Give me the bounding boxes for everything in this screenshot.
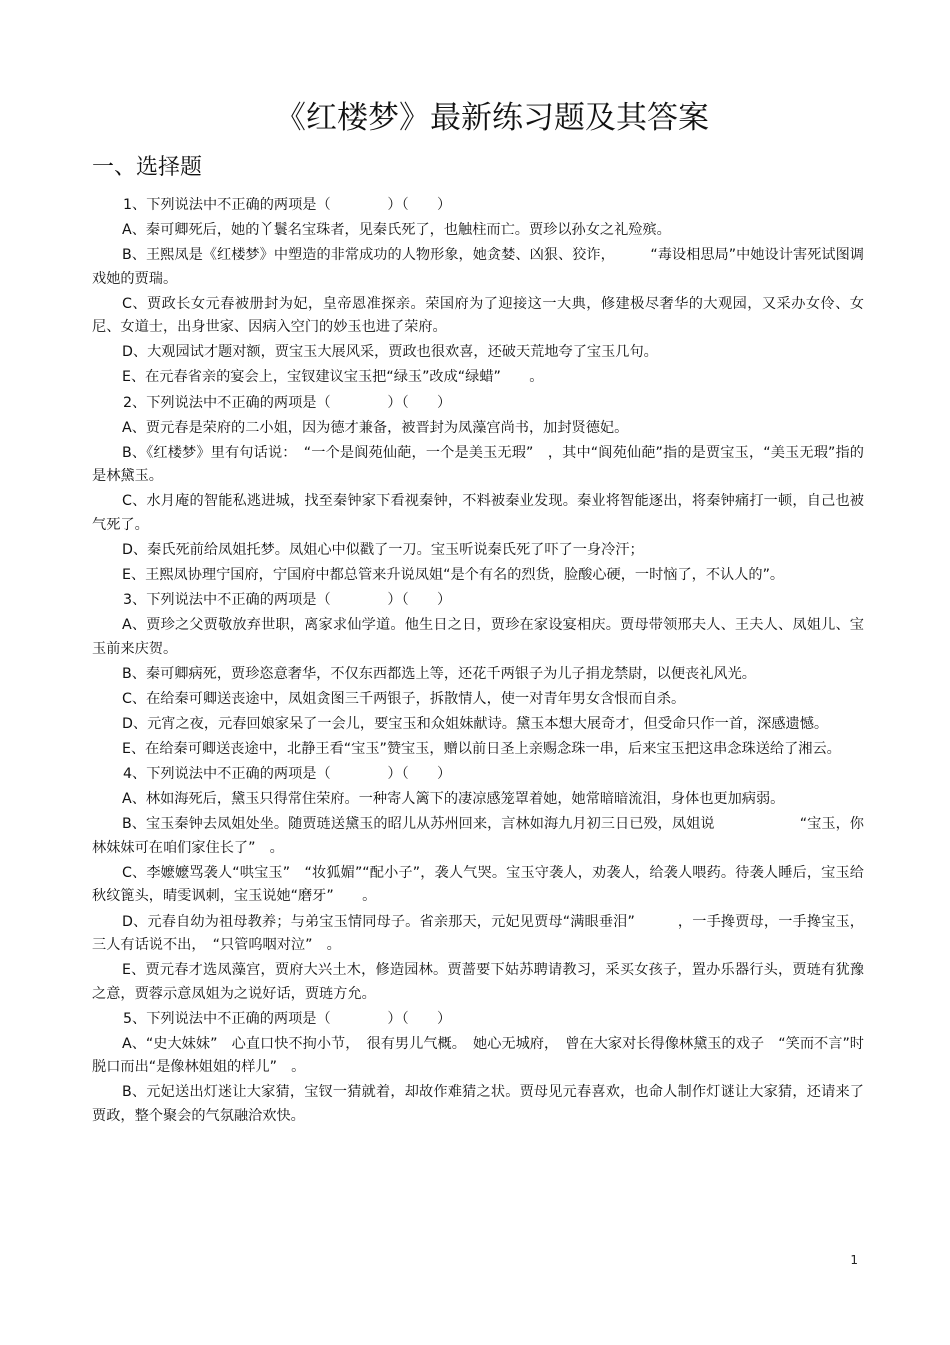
question-2-option-e: E、王熙凤协理宁国府，宁国府中都总管来升说凤姐“是个有名的烈货，脸酸心硬，一时恼了，不认人的”。 (122, 567, 785, 584)
page-number: 1 (850, 1253, 858, 1267)
question-2-option-c: C、水月庵的智能私逃进城，找至秦钟家下看视秦钟，不料被秦业发现。秦业将智能逐出，将秦钟痛打一顿，自己也被气死了。 (92, 493, 864, 533)
question-2-option-b: B、《红楼梦》里有句话说： “一个是阆苑仙葩，一个是美玉无瑕” ，其中“阆苑仙葩”指的是贾宝玉，“美玉无瑕”指的是林黛玉。 (92, 444, 864, 485)
question-2-stem: 2、下列说法中不正确的两项是（ ）（ ） (123, 394, 452, 411)
question-5-stem: 5、下列说法中不正确的两项是（ ）（ ） (123, 1010, 452, 1027)
question-1-option-b: B、王熙凤是《红楼梦》中塑造的非常成功的人物形象，她贪婪、凶狠、狡诈， “毒设相思局”中她设计害死试图调戏她的贾瑞。 (92, 247, 864, 287)
question-3-stem: 3、下列说法中不正确的两项是（ ）（ ） (123, 592, 452, 609)
question-3-option-a: A、贾珍之父贾敬放弃世职，离家求仙学道。他生日之日，贾珍在家设宴相庆。贾母带领邢夫人、王夫人、凤姐儿、宝玉前来庆贺。 (92, 617, 864, 657)
question-4-option-e: E、贾元春才选凤藻宫，贾府大兴土木，修造园林。贾蔷要下姑苏聘请教习，采买女孩子，置办乐器行头，贾琏有犹豫之意，贾蓉示意凤姐为之说好话，贾琏方允。 (92, 962, 864, 1002)
question-1-option-e: E、在元春省亲的宴会上，宝钗建议宝玉把“绿玉”改成“绿蜡” 。 (122, 369, 544, 386)
question-4-option-b: B、宝玉秦钟去凤姐处坐。随贾琏送黛玉的昭儿从苏州回来，言林如海九月初三日已殁，凤姐说 “宝玉，你林妹妹可在咱们家住长了” 。 (92, 816, 864, 856)
question-3-option-e: E、在给秦可卿送丧途中，北静王看“宝玉”赞宝玉，赠以前日圣上亲赐念珠一串，后来宝玉把这串念珠送给了湘云。 (122, 741, 841, 758)
question-4-option-c: C、李嬷嬷骂袭人“哄宝玉” “妆狐媚”“配小子”，袭人气哭。宝玉守袭人，劝袭人，给袭人喂药。待袭人睡后，宝玉给秋纹篦头，晴雯讽刺，宝玉说她“磨牙” 。 (92, 864, 864, 905)
question-2-option-d: D、秦氏死前给凤姐托梦。凤姐心中似戳了一刀。宝玉听说秦氏死了吓了一身冷汗； (122, 541, 644, 558)
question-4-stem: 4、下列说法中不正确的两项是（ ）（ ） (123, 766, 452, 783)
section-heading: 一、选择题 (92, 155, 203, 180)
question-1-stem: 1、下列说法中不正确的两项是（ ）（ ） (123, 197, 452, 213)
question-3-option-c: C、在给秦可卿送丧途中，凤姐贪图三千两银子，拆散情人，使一对青年男女含恨而自杀。 (122, 690, 686, 707)
question-3-option-b: B、秦可卿病死，贾珍恣意奢华，不仅东西都选上等，还花千两银子为儿子捐龙禁尉，以便丧礼风光。 (122, 665, 756, 682)
question-5-option-a: A、“史大妹妹” 心直口快不拘小节， 很有男儿气概。 她心无城府， 曾在大家对长得像林黛玉的戏子 “笑而不言”时脱口而出“是像林姐姐的样儿” 。 (92, 1035, 864, 1076)
question-3-option-d: D、元宵之夜，元春回娘家呆了一会儿，要宝玉和众姐妹献诗。黛玉本想大展奇才，但受命只作一首，深感遗憾。 (122, 716, 829, 732)
question-1-option-c: C、贾政长女元春被册封为妃，皇帝恩准探亲。荣国府为了迎接这一大典，修建极尽奢华的大观园，又采办女伶、女尼、女道士，出身世家、因病入空门的妙玉也进了荣府。 (92, 295, 864, 336)
document-title: 《红楼梦》最新练习题及其答案 (275, 100, 709, 136)
question-1-option-a: A、秦可卿死后，她的丫鬟名宝珠者，见秦氏死了，也触柱而亡。贾珍以孙女之礼殓殡。 (122, 222, 671, 239)
question-1-option-d: D、大观园试才题对额，贾宝玉大展风采，贾政也很欢喜，还破天荒地夸了宝玉几句。 (122, 344, 658, 361)
document-body (92, 194, 864, 1130)
question-4-option-a: A、林如海死后，黛玉只得常住荣府。一种寄人篱下的凄凉感笼罩着她，她常暗暗流泪，身体也更加病弱。 (122, 791, 785, 808)
question-2-option-a: A、贾元春是荣府的二小姐，因为德才兼备，被晋封为凤藻宫尚书，加封贤德妃。 (122, 419, 629, 436)
question-4-option-d: D、元春自幼为祖母教养；与弟宝玉情同母子。省亲那天，元妃见贾母“满眼垂泪” ，一手搀贾母，一手搀宝玉，三人有话说不出， “只管呜咽对泣” 。 (92, 913, 864, 954)
question-5-option-b: B、元妃送出灯迷让大家猜，宝钗一猜就着，却故作难猜之状。贾母见元春喜欢，也命人制作灯谜让大家猜，还请来了贾政，整个聚会的气氛融洽欢快。 (92, 1084, 864, 1124)
